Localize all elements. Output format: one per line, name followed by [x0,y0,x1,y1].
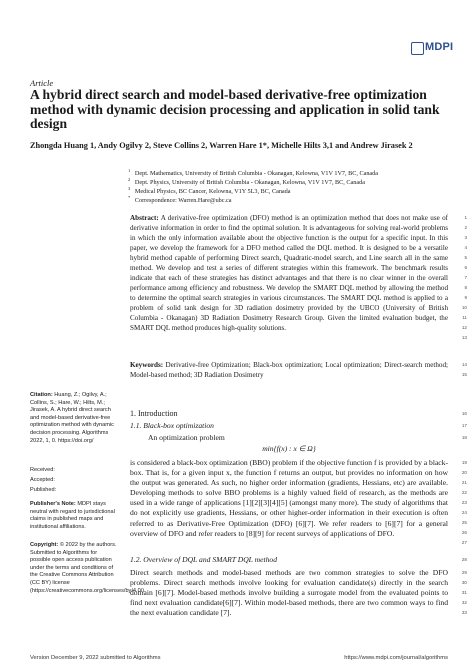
line-number: 6 [464,265,467,270]
logo-text: MDPI [425,41,454,53]
keywords [130,360,448,380]
received-label: Received: [30,467,55,473]
published-label: Published: [30,487,57,493]
line-number: 28 [461,557,467,562]
logo-mark [411,42,424,55]
keywords-text: Derivative-free Optimization; Black-box optimization; Local optimization; Direct-search method; Model-based method; 3D Radiation Dosimetry [130,361,448,379]
line-number: 3 [464,235,467,240]
line-number: 22 [461,490,467,495]
line-number: 10 [461,305,467,310]
line-number: 18 [461,435,467,440]
line-number: 30 [461,580,467,585]
line-number: 14 [461,362,467,367]
line-number: 7 [464,275,467,280]
line-number: 33 [461,610,467,615]
line-number: 2 [464,225,467,230]
publisher-note: Publisher's Note: MDPI stays neutral with regard to jurisdictional claims in published maps and institutional affiliations. [30,501,115,530]
line-number: 23 [461,500,467,505]
subsection-heading-bbo: 1.1. Black-box optimization [130,421,214,430]
bbo-lead: An optimization problem [148,433,225,442]
line-number: 5 [464,255,467,260]
overview-paragraph: Direct search methods and model-based methods are two common strategies to solve the DFO problems. Direct search methods involve looking for evaluation candidate(s) directly in the search domain [6][7]. Model-based methods involve building a surrogate model from the evaluated points to find next evaluation candidate[6][7]. Within model-based methods, there are two common ways to find the next evaluation candidate [7]. [130,568,448,618]
line-number: 11 [462,315,467,320]
copyright-block: Copyright: © 2022 by the authors. Submitted to Algorithms for possible open access publication under the terms and conditions of the Creative Commons Attribution (CC BY) license (https://creativecommons.org/licenses/by/4.0/). [30,542,146,594]
line-number: 25 [461,520,467,525]
affiliation-1: $^1$ Dept. Mathematics, University of British Columbia - Okanagan, Kelowna, V1V 1V7, BC, Canada [128,168,378,178]
line-number: 16 [461,411,467,416]
affiliation-3: $^3$ Medical Physics, BC Cancer, Kelowna, V1Y 5L3, BC, Canada [128,186,291,196]
line-number: 27 [461,540,467,545]
line-number: 24 [461,510,467,515]
keywords-label: Keywords: [130,361,164,369]
paper-title: A hybrid direct search and model-based derivative-free optimization method with dynamic decision processing and application in solid tank design [30,87,440,132]
line-number: 13 [461,335,467,340]
abstract-label: Abstract: [130,214,159,222]
optimization-equation: min{f(x) : x ∈ Ω} [262,444,316,453]
line-number: 8 [464,285,467,290]
line-number: 29 [461,570,467,575]
line-number: 17 [461,423,467,428]
subsection-heading-overview: 1.2. Overview of DQL and SMART DQL method [130,555,278,564]
abstract-text: A derivative-free optimization (DFO) method is an optimization method that does not make use of derivative information in order to find the optimal solution. It is advantageous for solving real-world problems in which the only information available about the objective function is the output for a specific input. In this paper, we develop the framework for a DFO method called the DQL method. It is designed to be a versatile hybrid method capable of performing Direct search, Quadratic-model search, and Line search all in the same method. We develop and test a series of different strategies within this framework. The benchmark results indicate that each of these strategies has distinct advantages and that there is no clear winner in the overall performance among efficiency and robustness. We develop the SMART DQL method by allowing the method to determine the optimal search strategies in various circumstances. The SMART DQL method is applied to a problem of solid tank design for 3D radiation dosimetry provided by the UBCO (University of British Columbia - Okanagan) 3D Radiation Dosimetry Research Group. Given the limited evaluation budget, the SMART DQL method produces high-quality solutions. [130,214,448,332]
footer-version: Version December 9, 2022 submitted to Algorithms [30,655,161,661]
correspondence: * Correspondence: Warren.Hare@ubc.ca [128,195,232,205]
footer-journal-url[interactable]: https://www.mdpi.com/journal/algorithms [344,655,448,661]
line-number: 31 [461,590,467,595]
abstract [130,213,448,333]
line-number: 26 [461,530,467,535]
section-heading-introduction: 1. Introduction [130,409,178,418]
line-number: 32 [461,600,467,605]
line-number: 21 [461,480,467,485]
affiliation-2: $^2$ Dept. Physics, University of British Columbia - Okanagan, Kelowna, V1V 1V7, BC, Canada [128,177,365,187]
publisher-logo [411,41,454,62]
line-number: 9 [464,295,467,300]
line-number: 12 [461,325,467,330]
accepted-label: Accepted: [30,477,55,483]
article-type: Article [30,78,54,88]
line-number: 4 [464,245,467,250]
author-list: Zhongda Huang 1, Andy Ogilvy 2, Steve Collins 2, Warren Hare 1*, Michelle Hilts 3,1 and Andrew Jirasek 2 [30,141,413,150]
bbo-paragraph: is considered a black-box optimization (BBO) problem if the objective function f is provided by a black-box. That is, for a given input x, the function f returns an output, but provides no information on how the output was generated. As such, no higher order information (gradients, Hessians, etc) are available. Developing methods to solve BBO problems is a highly valued field of research, as the methods are used in a wide range of applications [1][2][3][4][5] (amongst many more). The study of algorithms that do not explicitly use gradients, Hessians, or other higher-order information in their execution is often referred to as Derivative-Free Optimization (DFO) [6][7]. We refer readers to [6][7] for a general overview of DFO and refer readers to [8][9] for recent surveys of applications of DFO. [130,458,449,538]
line-number: 20 [461,470,467,475]
citation-block: Citation: Huang, Z.; Ogilvy, A.; Collins, S.; Hare, W.; Hilts, M.; Jirasek, A. A hybrid direct search and model-based derivative-free optimization method with dynamic decision processing. Algorithms 2022, 1, 0. https://doi.org/ [30,392,114,444]
line-number: 1 [464,215,467,220]
line-number: 19 [461,460,467,465]
line-number: 15 [461,372,467,377]
